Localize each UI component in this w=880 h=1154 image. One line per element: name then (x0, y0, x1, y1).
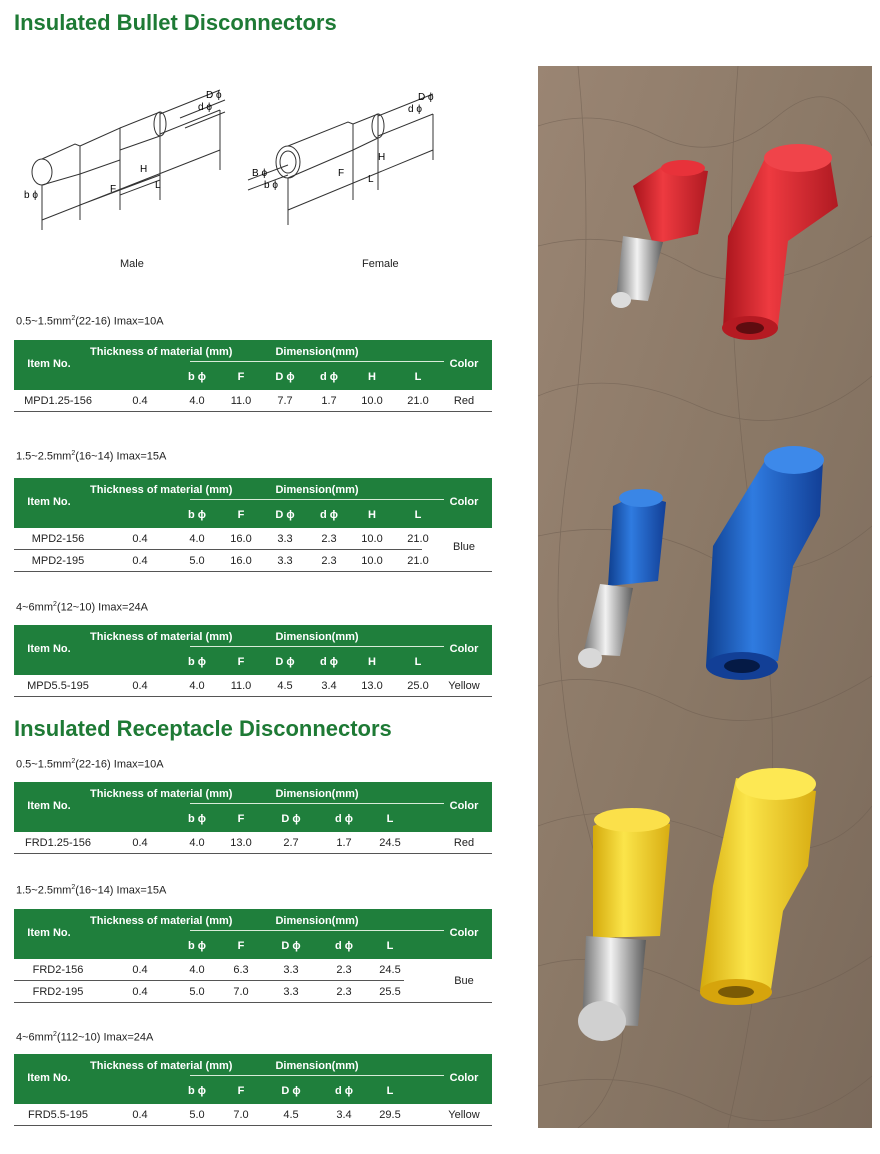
cell-value: 16.0 (230, 533, 252, 545)
spec-table (14, 340, 492, 412)
cell-thickness: 0.4 (132, 395, 148, 407)
header-col: b ϕ (187, 371, 207, 383)
table-row (14, 959, 492, 981)
cell-thickness: 0.4 (132, 555, 148, 567)
female-dim-b: b ϕ (264, 180, 278, 191)
header-col: b ϕ (187, 940, 207, 952)
header-col: D ϕ (275, 509, 295, 521)
header-col: F (237, 813, 245, 825)
cell-color: Blue (452, 541, 476, 553)
cell-value: 21.0 (407, 533, 429, 545)
header-col: d ϕ (319, 371, 339, 383)
spec-table (14, 1054, 492, 1126)
header-col: F (237, 371, 245, 383)
cell-value: 2.3 (336, 986, 352, 998)
cell-value: 4.5 (283, 1109, 299, 1121)
cell-value: 4.0 (189, 837, 205, 849)
header-col: b ϕ (187, 1085, 207, 1097)
cell-value: 13.0 (361, 680, 383, 692)
header-col: L (386, 813, 394, 825)
female-dim-B: B ϕ (252, 168, 268, 179)
cell-thickness: 0.4 (132, 964, 148, 976)
cell-value: 7.0 (233, 986, 249, 998)
cell-color: Red (453, 395, 475, 407)
spec-line: $1.5\sim 2.5mm^2(16\sim 14)$ Imax=15A (16, 450, 167, 463)
header-thickness: Thickness of material (mm) (90, 1060, 233, 1072)
header-dimension: Dimension(mm) (275, 346, 359, 358)
header-thickness: Thickness of material (mm) (90, 788, 233, 800)
header-color: Color (449, 1072, 479, 1084)
cell-value: 5.0 (189, 986, 205, 998)
header-color: Color (449, 800, 479, 812)
header-col: H (368, 371, 376, 383)
cell-value: 2.3 (321, 533, 337, 545)
cell-value: 10.0 (361, 395, 383, 407)
header-col: b ϕ (187, 656, 207, 668)
header-dimension: Dimension(mm) (275, 484, 359, 496)
cell-value: 4.5 (277, 680, 293, 692)
cell-value: 3.3 (277, 533, 293, 545)
spec-line: $0.5\sim 1.5mm^2(22-16)$ Imax=10A (16, 315, 164, 328)
section-title-bullet: Insulated Bullet Disconnectors (14, 10, 337, 35)
cell-value: 3.3 (283, 986, 299, 998)
cell-value: 4.0 (189, 395, 205, 407)
header-col: d ϕ (319, 509, 339, 521)
male-dim-d: d ϕ (198, 102, 212, 113)
female-dim-F: F (338, 168, 345, 179)
male-dim-F: F (110, 184, 117, 195)
table-row (14, 1104, 492, 1126)
header-thickness: Thickness of material (mm) (90, 915, 233, 927)
header-col: H (368, 509, 376, 521)
cell-item: FRD2-156 (32, 964, 84, 976)
header-item-no: Item No. (27, 643, 71, 655)
cell-value: 7.7 (277, 395, 293, 407)
cell-value: 29.5 (379, 1109, 401, 1121)
cell-value: 11.0 (230, 395, 252, 407)
female-diagram-icon (228, 80, 448, 230)
header-dimension: Dimension(mm) (275, 915, 359, 927)
table-header (14, 782, 492, 832)
cell-value: 3.3 (277, 555, 293, 567)
cell-value: 2.3 (336, 964, 352, 976)
male-dim-H: H (140, 164, 148, 175)
header-color: Color (449, 496, 479, 508)
header-dimension: Dimension(mm) (275, 1060, 359, 1072)
cell-item: MPD2-156 (31, 533, 85, 545)
table-row (14, 675, 492, 697)
cell-value: 6.3 (233, 964, 249, 976)
header-col: H (368, 656, 376, 668)
header-col: L (414, 656, 422, 668)
header-col: L (386, 940, 394, 952)
header-color: Color (449, 927, 479, 939)
cell-color: Bue (454, 975, 474, 987)
header-color: Color (449, 643, 479, 655)
header-item-no: Item No. (27, 358, 71, 370)
cell-value: 5.0 (189, 555, 205, 567)
cell-value: 2.3 (321, 555, 337, 567)
male-dim-b: b ϕ (24, 190, 38, 201)
header-col: d ϕ (334, 813, 354, 825)
table-row (14, 390, 492, 412)
cell-value: 11.0 (230, 680, 252, 692)
spec-line: $4\sim 6mm^2(112\sim 10)$ Imax=24A (16, 1031, 154, 1044)
cell-value: 1.7 (336, 837, 352, 849)
header-col: F (237, 656, 245, 668)
spec-table (14, 909, 492, 1003)
cell-item: MPD2-195 (31, 555, 85, 567)
header-item-no: Item No. (27, 927, 71, 939)
section-title-receptacle: Insulated Receptacle Disconnectors (14, 716, 392, 741)
spec-line: $0.5\sim 1.5mm^2(22-16)$ Imax=10A (16, 758, 164, 771)
spec-table (14, 478, 492, 572)
cell-thickness: 0.4 (132, 837, 148, 849)
female-label: Female (362, 258, 399, 270)
product-photo (538, 66, 872, 1128)
cell-item: MPD1.25-156 (24, 395, 92, 407)
cell-item: FRD1.25-156 (24, 837, 92, 849)
header-col: L (414, 509, 422, 521)
header-col: L (386, 1085, 394, 1097)
header-thickness: Thickness of material (mm) (90, 346, 233, 358)
header-col: L (414, 371, 422, 383)
cell-item: FRD5.5-195 (28, 1109, 88, 1121)
male-dim-D: D ϕ (206, 90, 222, 101)
spec-line: $4\sim 6mm^2(12\sim 10)$ Imax=24A (16, 601, 149, 614)
cell-thickness: 0.4 (132, 986, 148, 998)
cell-thickness: 0.4 (132, 680, 148, 692)
cell-value: 5.0 (189, 1109, 205, 1121)
table-row (14, 528, 492, 550)
male-diagram-icon (20, 80, 240, 230)
table-header (14, 1054, 492, 1104)
cell-value: 24.5 (379, 837, 401, 849)
cell-value: 3.4 (336, 1109, 352, 1121)
header-dimension: Dimension(mm) (275, 631, 359, 643)
header-col: d ϕ (334, 940, 354, 952)
connector-photo-icon (538, 66, 872, 1128)
cell-value: 1.7 (321, 395, 337, 407)
header-dimension: Dimension(mm) (275, 788, 359, 800)
header-col: F (237, 940, 245, 952)
male-label: Male (120, 258, 144, 270)
header-item-no: Item No. (27, 800, 71, 812)
table-row (14, 832, 492, 854)
header-item-no: Item No. (27, 496, 71, 508)
cell-color: Yellow (448, 680, 480, 692)
header-col: D ϕ (275, 371, 295, 383)
header-col: D ϕ (275, 656, 295, 668)
header-item-no: Item No. (27, 1072, 71, 1084)
table-row (14, 550, 492, 572)
header-col: d ϕ (319, 656, 339, 668)
cell-value: 3.3 (283, 964, 299, 976)
cell-thickness: 0.4 (132, 533, 148, 545)
header-col: D ϕ (281, 813, 301, 825)
cell-value: 3.4 (321, 680, 337, 692)
spec-line: $1.5\sim 2.5mm^2(16\sim 14)$ Imax=15A (16, 884, 167, 897)
female-dim-H: H (378, 152, 386, 163)
table-header (14, 625, 492, 675)
cell-value: 16.0 (230, 555, 252, 567)
female-dim-L: L (368, 174, 374, 185)
table-row (14, 981, 492, 1003)
cell-value: 25.5 (379, 986, 401, 998)
cell-value: 21.0 (407, 555, 429, 567)
cell-item: MPD5.5-195 (27, 680, 89, 692)
cell-value: 10.0 (361, 555, 383, 567)
spec-table (14, 625, 492, 697)
cell-value: 21.0 (407, 395, 429, 407)
cell-value: 25.0 (407, 680, 429, 692)
header-thickness: Thickness of material (mm) (90, 484, 233, 496)
header-col: D ϕ (281, 1085, 301, 1097)
cell-color: Yellow (448, 1109, 480, 1121)
female-dim-D: D ϕ (418, 92, 434, 103)
header-col: b ϕ (187, 509, 207, 521)
header-col: D ϕ (281, 940, 301, 952)
header-col: F (237, 1085, 245, 1097)
header-thickness: Thickness of material (mm) (90, 631, 233, 643)
cell-value: 13.0 (230, 837, 252, 849)
table-header (14, 478, 492, 528)
cell-value: 4.0 (189, 533, 205, 545)
cell-value: 4.0 (189, 964, 205, 976)
table-header (14, 340, 492, 390)
cell-value: 2.7 (283, 837, 299, 849)
cell-value: 10.0 (361, 533, 383, 545)
cell-value: 4.0 (189, 680, 205, 692)
cell-item: FRD2-195 (32, 986, 84, 998)
cell-thickness: 0.4 (132, 1109, 148, 1121)
spec-table (14, 782, 492, 854)
cell-color: Red (453, 837, 475, 849)
header-col: b ϕ (187, 813, 207, 825)
cell-value: 7.0 (233, 1109, 249, 1121)
male-dim-L: L (155, 180, 161, 191)
table-header (14, 909, 492, 959)
header-color: Color (449, 358, 479, 370)
female-dim-d: d ϕ (408, 104, 422, 115)
header-col: d ϕ (334, 1085, 354, 1097)
cell-value: 24.5 (379, 964, 401, 976)
header-col: F (237, 509, 245, 521)
